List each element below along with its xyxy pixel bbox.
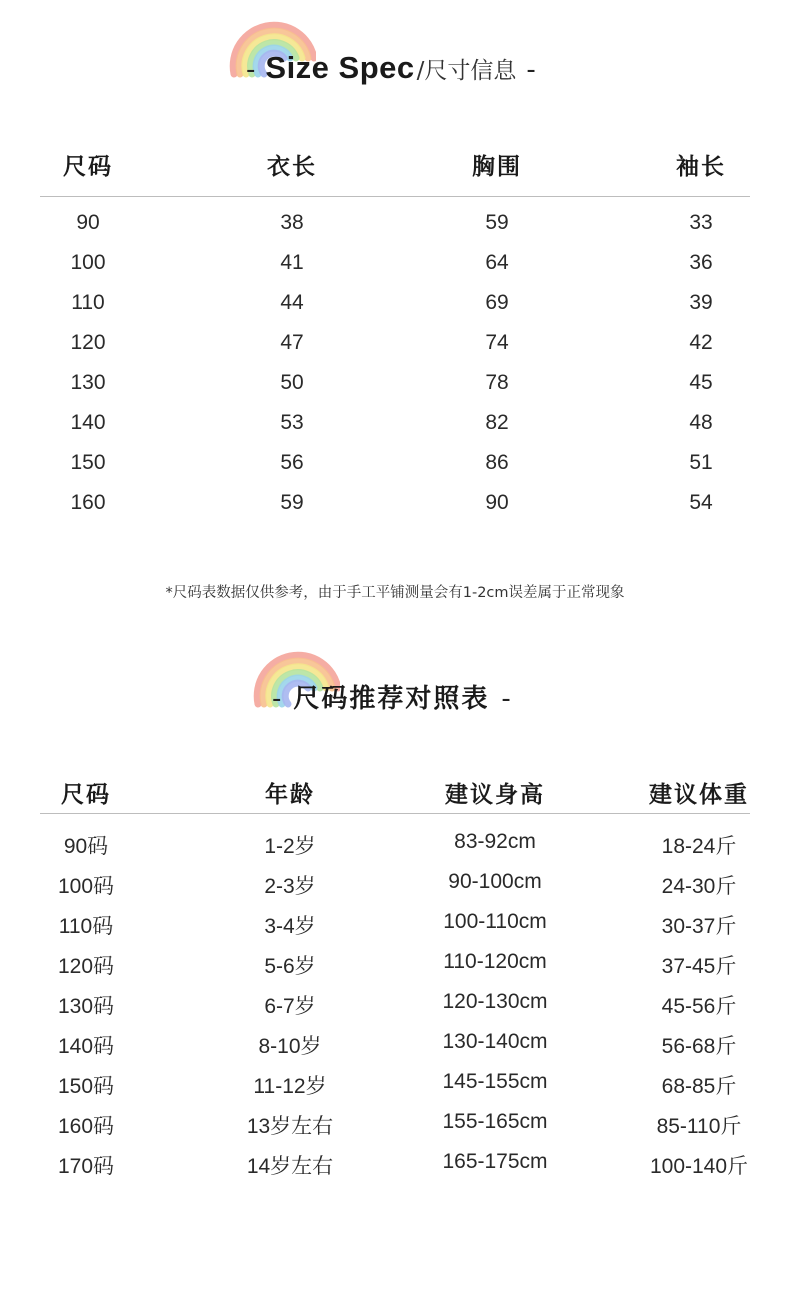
table-cell: 50 [280, 371, 304, 394]
table-cell: 11-12岁 [253, 1075, 327, 1098]
table-cell: 1-2岁 [264, 835, 316, 858]
table-cell: 160 [70, 491, 106, 514]
table-row [40, 411, 750, 451]
table-cell: 13岁左右 [246, 1115, 334, 1138]
header-size: 尺码 [63, 154, 113, 180]
table-cell: 82 [485, 411, 509, 434]
table-cell: 150码 [57, 1075, 115, 1098]
title-main: 尺码推荐对照表 [293, 684, 490, 714]
table-cell: 140 [70, 411, 106, 434]
title-dash-left: - [246, 55, 256, 85]
table-cell: 130-140cm [442, 1030, 548, 1053]
table-cell: 56-68斤 [661, 1035, 737, 1058]
table-cell: 160码 [57, 1115, 115, 1138]
table-row [40, 870, 750, 910]
table-cell: 170码 [57, 1155, 115, 1178]
table-cell: 45-56斤 [661, 995, 737, 1018]
table-cell: 59 [485, 211, 509, 234]
size-spec-title [246, 50, 536, 86]
table-cell: 42 [689, 331, 713, 354]
size-spec-rows [40, 211, 750, 531]
table-row [40, 251, 750, 291]
title-dash-right: - [526, 55, 536, 85]
table-row [40, 1110, 750, 1150]
table-cell: 120码 [57, 955, 115, 978]
title-dash-left: - [272, 684, 282, 714]
header-length: 衣长 [267, 154, 317, 180]
table-cell: 110码 [58, 915, 114, 938]
table-cell: 54 [689, 491, 713, 514]
header-age: 年龄 [265, 782, 315, 808]
table-row [40, 990, 750, 1030]
table-cell: 45 [689, 371, 713, 394]
title-dash-right: - [501, 684, 511, 714]
table-cell: 90 [76, 211, 100, 234]
table-row [40, 211, 750, 251]
table-row [40, 830, 750, 870]
table-cell: 100-110cm [443, 910, 547, 933]
size-spec-header [40, 148, 750, 197]
table-row [40, 1070, 750, 1110]
table-cell: 83-92cm [454, 830, 536, 853]
table-cell: 100 [70, 251, 106, 274]
table-cell: 150 [70, 451, 106, 474]
table-cell: 3-4岁 [264, 915, 316, 938]
table-cell: 100码 [57, 875, 115, 898]
table-row [40, 1150, 750, 1190]
table-cell: 36 [689, 251, 713, 274]
header-chest: 胸围 [472, 154, 522, 180]
table-row [40, 331, 750, 371]
table-cell: 110-120cm [443, 950, 547, 973]
size-recommend-table [40, 776, 750, 1190]
table-row [40, 491, 750, 531]
table-cell: 18-24斤 [661, 835, 737, 858]
table-cell: 74 [485, 331, 509, 354]
table-cell: 5-6岁 [264, 955, 316, 978]
table-cell: 39 [689, 291, 713, 314]
table-cell: 68-85斤 [661, 1075, 737, 1098]
table-cell: 48 [689, 411, 713, 434]
table-cell: 145-155cm [442, 1070, 548, 1093]
table-cell: 120-130cm [442, 990, 548, 1013]
table-cell: 33 [689, 211, 713, 234]
table-cell: 44 [280, 291, 304, 314]
size-spec-table [40, 148, 750, 531]
title-sub: /尺寸信息 [416, 58, 517, 84]
table-cell: 120 [70, 331, 106, 354]
table-cell: 56 [280, 451, 304, 474]
table-row [40, 451, 750, 491]
table-cell: 90码 [63, 835, 109, 858]
table-row [40, 950, 750, 990]
header-weight: 建议体重 [649, 782, 749, 808]
table-cell: 24-30斤 [661, 875, 737, 898]
size-recommend-header [40, 776, 750, 814]
table-cell: 165-175cm [442, 1150, 548, 1173]
size-recommend-title [272, 678, 511, 715]
table-cell: 78 [485, 371, 509, 394]
table-row [40, 1030, 750, 1070]
table-cell: 41 [280, 251, 304, 274]
measurement-note: *尺码表数据仅供参考，由于手工平铺测量会有1-2cm误差属于正常现象 [165, 585, 625, 601]
table-cell: 51 [689, 451, 713, 474]
table-cell: 69 [485, 291, 509, 314]
header-size: 尺码 [61, 782, 111, 808]
table-cell: 130 [70, 371, 106, 394]
table-cell: 14岁左右 [246, 1155, 334, 1178]
table-cell: 110 [71, 291, 105, 314]
table-cell: 59 [280, 491, 304, 514]
table-cell: 38 [280, 211, 304, 234]
table-cell: 90-100cm [448, 870, 542, 893]
header-sleeve: 袖长 [676, 154, 726, 180]
table-cell: 8-10岁 [258, 1035, 322, 1058]
table-cell: 2-3岁 [264, 875, 316, 898]
table-cell: 140码 [57, 1035, 115, 1058]
table-row [40, 291, 750, 331]
table-cell: 85-110斤 [656, 1115, 742, 1138]
table-cell: 155-165cm [442, 1110, 548, 1133]
table-cell: 47 [280, 331, 304, 354]
table-cell: 30-37斤 [661, 915, 737, 938]
table-cell: 6-7岁 [264, 995, 316, 1018]
table-cell: 90 [485, 491, 509, 514]
size-recommend-rows [40, 830, 750, 1190]
table-cell: 64 [485, 251, 509, 274]
title-main: Size Spec [265, 50, 415, 85]
header-height: 建议身高 [445, 782, 545, 808]
table-cell: 86 [485, 451, 509, 474]
table-cell: 100-140斤 [649, 1155, 749, 1178]
table-row [40, 371, 750, 411]
table-cell: 130码 [57, 995, 115, 1018]
table-cell: 53 [280, 411, 304, 434]
table-cell: 37-45斤 [661, 955, 737, 978]
table-row [40, 910, 750, 950]
